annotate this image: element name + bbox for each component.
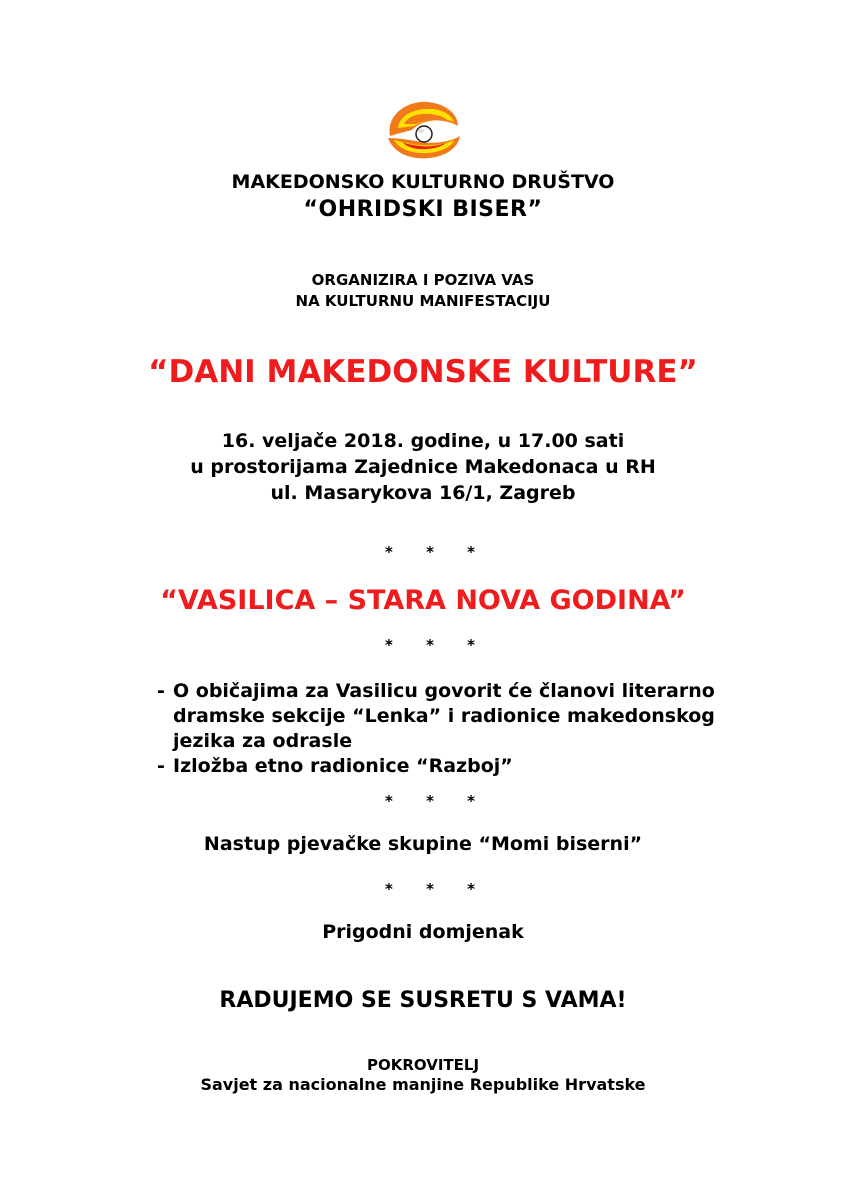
patron-label: POKROVITELJ bbox=[366, 1056, 480, 1074]
invitation-line: NA KULTURNU MANIFESTACIJU bbox=[295, 292, 551, 310]
separator: * * * bbox=[385, 543, 489, 561]
list-dash: - bbox=[157, 755, 165, 777]
event-address: ul. Masarykova 16/1, Zagreb bbox=[270, 482, 576, 504]
organization-name: MAKEDONSKO KULTURNO DRUŠTVO bbox=[231, 171, 615, 193]
patron-name: Savjet za nacionalne manjine Republike Hrvatske bbox=[200, 1075, 646, 1094]
greeting-text: RADUJEMO SE SUSRETU S VAMA! bbox=[219, 988, 627, 1013]
refreshments-text: Prigodni domjenak bbox=[322, 921, 524, 943]
invitation-text bbox=[0, 270, 846, 312]
program-item-line: Izložba etno radionice “Razboj” bbox=[173, 755, 513, 777]
event-venue: u prostorijama Zajednice Makedonaca u RH bbox=[190, 456, 656, 478]
program-item-line: dramske sekcije “Lenka” i radionice makedonskog bbox=[173, 705, 715, 727]
list-dash: - bbox=[157, 680, 165, 702]
program-item bbox=[157, 754, 715, 779]
program-item-line: jezika za odrasle bbox=[173, 730, 353, 752]
organization-subtitle: “OHRIDSKI BISER” bbox=[303, 197, 543, 222]
separator: * * * bbox=[385, 880, 489, 898]
separator: * * * bbox=[385, 792, 489, 810]
event-date-time: 16. veljače 2018. godine, u 17.00 sati bbox=[221, 430, 625, 452]
program-item bbox=[157, 679, 715, 754]
pearl-shell-icon bbox=[384, 98, 464, 162]
separator: * * * bbox=[385, 636, 489, 654]
program-list bbox=[157, 679, 715, 779]
invitation-line: ORGANIZIRA I POZIVA VAS bbox=[311, 271, 535, 289]
program-item-line: O običajima za Vasilicu govorit će članovi literarno bbox=[173, 680, 715, 702]
event-title: “DANI MAKEDONSKE KULTURE” bbox=[148, 354, 698, 390]
performance-text: Nastup pjevačke skupine “Momi biserni” bbox=[203, 833, 643, 855]
program-title: “VASILICA – STARA NOVA GODINA” bbox=[160, 585, 686, 616]
event-info bbox=[0, 428, 846, 506]
